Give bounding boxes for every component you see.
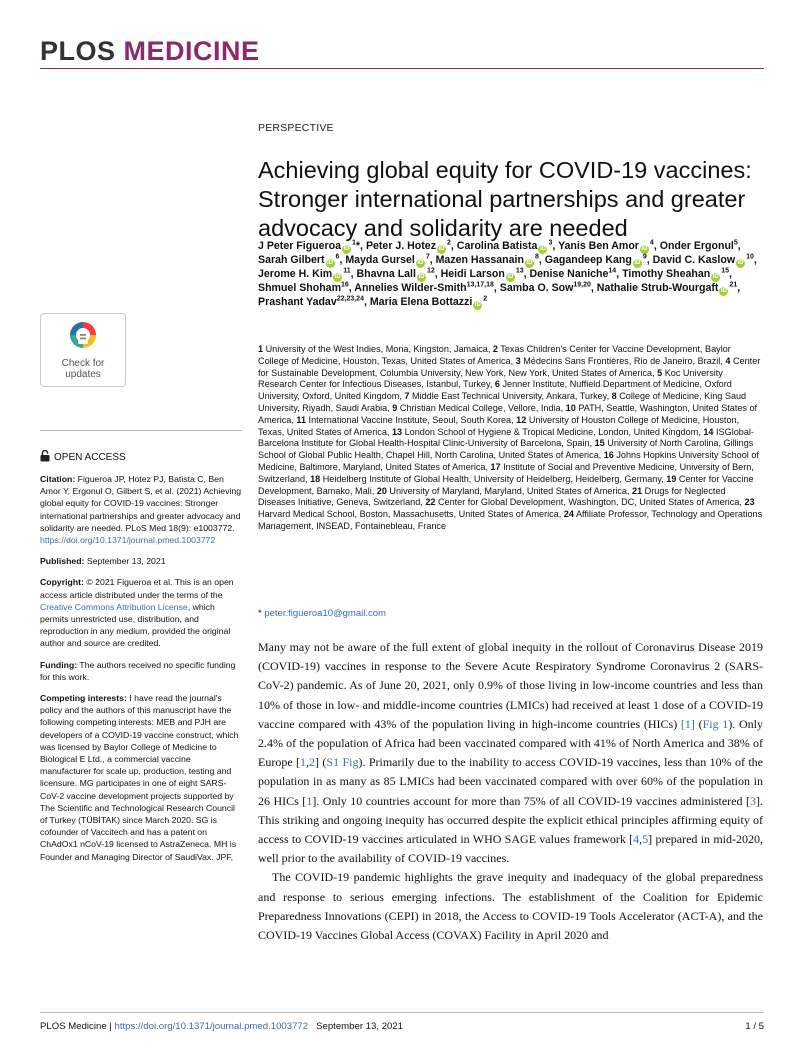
author-affiliation-sup: 13 xyxy=(515,267,524,275)
reference-link[interactable]: 4 xyxy=(633,832,640,847)
body-text-segment: ]. This striking and ongoing inequity has occurred despite the explicit ethical principles affirming equity of access to COVID-19 vaccines articulated in WHO SAGE values framework [ xyxy=(258,793,763,847)
author-name[interactable]: Bhavna Lall xyxy=(356,268,416,280)
affiliation-text: ISGlobal-Barcelona Institute for Global Health-Hospital Clinic-University of Barcelona, Spain, xyxy=(258,426,754,449)
affiliation-text: Médecins Sans Frontières, Rio de Janeiro, Brazil, xyxy=(520,355,726,366)
body-text-segment: Many may not be aware of the full extent of global inequity in the rollout of Coronavirus Disease 2019 (COVID-19) vaccines in response to the Severe Acute Respiratory Syndrome Coronavirus 2 (SARS-CoV-2) pandemic. As of June 20, 2021, only 0.9% of those living in low-income countries and less than 10% of those in low- and middle-income countries (LMICs) had received at least 1 dose of a COVID-19 vaccine compared with 43% of the population living in high-income countries (HICs) xyxy=(258,640,763,731)
copyright-text-2: , which permits unrestricted use, distribution, and reproduction in any medium, provided the original author and source are credited. xyxy=(40,601,231,649)
affiliation-number: 20 xyxy=(376,485,387,496)
copyright-label: Copyright: xyxy=(40,577,84,588)
license-link[interactable]: Creative Commons Attribution License xyxy=(40,601,188,612)
affiliation-text: Christian Medical College, Vellore, India, xyxy=(397,402,566,413)
open-access-text: OPEN ACCESS xyxy=(54,452,126,463)
body-text-segment: ]. Only 10 countries account for more than 75% of all COVID-19 vaccines administered [ xyxy=(312,793,750,808)
citation-block xyxy=(40,473,242,546)
affiliation-text: International Vaccine Institute, Seoul, South Korea, xyxy=(306,414,517,425)
author-name[interactable]: Mazen Hassanain xyxy=(435,254,524,266)
reference-link[interactable]: [1] xyxy=(680,716,695,731)
affiliation-text: London School of Hygiene & Tropical Medicine, London, United Kingdom, xyxy=(402,426,704,437)
orcid-icon[interactable]: iD xyxy=(474,302,481,308)
open-lock-icon xyxy=(40,450,50,462)
affiliation-list xyxy=(258,344,763,533)
reference-link[interactable]: S1 Fig xyxy=(326,755,359,770)
author-name[interactable]: Maria Elena Bottazzi xyxy=(369,296,473,308)
open-access-label xyxy=(40,450,126,463)
author-name[interactable]: J Peter Figueroa xyxy=(258,240,342,252)
author-affiliation-sup: 15 xyxy=(721,267,729,275)
affiliation-text: Center for Global Development, Washington, DC, United States of America, xyxy=(435,497,745,508)
affiliation-text: University of the West Indies, Mona, Kingston, Jamaica, xyxy=(263,344,493,354)
published-label: Published: xyxy=(40,556,85,567)
reference-link[interactable]: 5 xyxy=(642,832,649,847)
affiliation-text: Johns Hopkins University School of Medicine, Baltimore, Maryland, United States of America, xyxy=(258,450,759,472)
affiliation-text: Center for Vaccine Development, Bamako, Mali, xyxy=(258,473,754,496)
orcid-icon[interactable]: iD xyxy=(720,288,727,294)
footer-divider xyxy=(40,1012,764,1013)
affiliation-number: 13 xyxy=(391,426,403,437)
sidebar-divider xyxy=(40,430,242,431)
header-divider xyxy=(40,68,764,69)
orcid-icon[interactable]: iD xyxy=(343,246,350,252)
author-affiliation-sup: 8 xyxy=(534,253,539,261)
affiliation-number: 2 xyxy=(492,344,498,354)
affiliation-number: 3 xyxy=(515,355,521,366)
affiliation-text: Middle East Technical University, Ankara, Turkey, xyxy=(409,391,612,402)
footer-doi-link[interactable]: https://doi.org/10.1371/journal.pmed.1003772 xyxy=(114,1021,309,1032)
affiliation-number: 14 xyxy=(703,426,714,437)
affiliation-text: Center for Sustainable Development, Columbia University, New York, New York, United States of America, xyxy=(258,355,761,378)
affiliation-text: Drugs for Neglected Diseases Initiative, Geneva, Switzerland, xyxy=(258,485,726,508)
footer-citation xyxy=(40,1021,403,1032)
affiliation-text: University of Maryland, Maryland, United States of America, xyxy=(386,485,633,496)
orcid-icon[interactable]: iD xyxy=(507,274,514,280)
author-affiliation-sup: 4 xyxy=(649,239,654,247)
funding-block xyxy=(40,659,242,683)
author-affiliation-sup: 21 xyxy=(729,281,738,289)
author-affiliation-sup: 3 xyxy=(548,239,553,247)
journal-name-medicine: MEDICINE xyxy=(123,36,260,66)
affiliation-number: 23 xyxy=(744,497,755,508)
author-affiliation-sup: 2 xyxy=(483,295,488,303)
orcid-icon[interactable]: iD xyxy=(526,260,533,266)
affiliation-number: 5 xyxy=(657,367,663,378)
orcid-icon[interactable]: iD xyxy=(737,260,744,266)
article-title: Achieving global equity for COVID-19 vaccines: Stronger international partnerships and greater advocacy and solidarity are needed xyxy=(258,156,752,241)
orcid-icon[interactable]: iD xyxy=(417,260,424,266)
affiliation-text: Heidelberg Institute of Global Health, University of Heidelberg, Heidelberg, Germany, xyxy=(320,473,667,484)
affiliation-text: Affiliate Professor, Technology and Operations Management, INSEAD, Fontainebleau, France xyxy=(258,509,763,531)
author-name[interactable]: Annelies Wilder-Smith xyxy=(354,282,467,294)
competing-interests-block xyxy=(40,692,242,863)
footer-separator: | xyxy=(106,1021,115,1032)
orcid-icon[interactable]: iD xyxy=(634,260,641,266)
body-text-segment: ] ( xyxy=(315,755,327,770)
author-list: J Peter Figueroa $iD^1*$, Peter J. Hotez $iD^2$, Carolina Batista $iD^3$, Yanis Ben Amor $iD^4$, Onder Ergonul$^5$, Sarah Gilbert $iD^6$, Mayda Gursel $iD^7$, Mazen Hassanain $iD^8$, Gagandeep Kang $iD^9$, David C. Kaslow $iD^{10}$, Jerome H. Kim $iD^{11}$, Bhavna Lall $iD^{12}$, Heidi Larson $iD^{13}$, Denise Naniche$^{14}$, Timothy Sheahan $iD^{15}$, Shmuel Shoham$^{16}$, Annelies Wilder-Smith$^{13,17,18}$, Samba O. Sow$^{19,20}$, Nathalie Strub-Wourgaft $iD^{21}$, Prashant Yadav$^{22,23,24}$, Maria Elena Bottazzi $iD^2$ xyxy=(258,239,757,308)
affiliation-number: 11 xyxy=(296,414,307,425)
author-name[interactable]: Gagandeep Kang xyxy=(544,254,632,266)
body-text-segment: , xyxy=(639,832,643,847)
author-name[interactable]: Onder Ergonul xyxy=(659,240,734,252)
author-name[interactable]: Sarah Gilbert xyxy=(258,254,325,266)
author-name[interactable]: Heidi Larson xyxy=(440,268,505,280)
affiliation-number: 12 xyxy=(516,414,527,425)
body-paragraph-2: The COVID-19 pandemic highlights the grave inequity and inadequacy of the global preparedness and response to serious emerging infections. The establishment of the Coalition for Epidemic Preparedness Innovations (CEPI) in 2018, the Access to COVID-19 Tools Accelerator (ACT-A), and the COVID-19 Vaccines Global Access (COVAX) Facility in April 2020 and xyxy=(258,870,763,943)
citation-doi-link[interactable]: https://doi.org/10.1371/journal.pmed.1003772 xyxy=(40,535,216,546)
article-info-sidebar xyxy=(40,473,242,872)
affiliation-text: College of Medicine, King Saud University, Riyadh, Saudi Arabia, xyxy=(258,391,747,413)
author-name[interactable]: Shmuel Shoham xyxy=(258,282,341,294)
affiliation-number: 21 xyxy=(632,485,643,496)
author-name[interactable]: Samba O. Sow xyxy=(499,282,574,294)
author-affiliation-sup: 19,20 xyxy=(573,281,591,289)
citation-text: Figueroa JP, Hotez PJ, Batista C, Ben Amor Y, Ergonul O, Gilbert S, et al. (2021) Achieving global equity for COVID-19 vaccines: Stronger international partnerships and greater advocacy and solidarity are needed. PLoS Med 18(9): e1003772. xyxy=(40,474,242,533)
body-paragraph-1 xyxy=(258,638,763,868)
competing-interests-text: I have read the journal's policy and the authors of this manuscript have the following competing interests: MEB and PJH are developers of a COVID-19 vaccine construct, which was licensed by Baylor College of Medicine to Biological E Ltd., a commercial vaccine manufacturer for scale up, production, testing and licensure. MG participates in one of eight SARS-CoV-2 vaccine development projects supported by The Scientific and Technological Research Council of Turkey (TÜBİTAK) since March 2020. SG is cofounder of Vaccitech and has a patent on ChAdOx1 nCoV-19 licensed to AstraZeneca. MH is Founder and Managing Director of SaudiVax. JPF, xyxy=(40,693,239,862)
affiliation-number: 24 xyxy=(563,509,574,520)
email-link[interactable]: peter.figueroa10@gmail.com xyxy=(264,608,386,619)
published-block xyxy=(40,555,242,567)
corresponding-author-marker: * xyxy=(355,240,361,252)
affiliation-number: 10 xyxy=(565,402,576,413)
affiliation-number: 6 xyxy=(494,379,500,390)
reference-link[interactable]: 3 xyxy=(750,793,756,808)
author-affiliation-sup: 22,23,24 xyxy=(336,295,364,303)
author-affiliation-sup: 10 xyxy=(746,253,754,261)
author-affiliation-sup: 9 xyxy=(642,253,647,261)
journal-name-plos: PLOS xyxy=(40,36,116,66)
author-name[interactable]: Denise Naniche xyxy=(529,268,609,280)
affiliation-number: 22 xyxy=(425,497,436,508)
author-affiliation-sup: 12 xyxy=(426,267,435,275)
orcid-icon[interactable]: iD xyxy=(327,260,334,266)
copyright-text: © 2021 Figueroa et al. This is an open access article distributed under the terms of the xyxy=(40,577,234,600)
reference-link[interactable]: Fig 1 xyxy=(702,716,729,731)
author-affiliation-sup: 11 xyxy=(343,267,351,275)
affiliation-text: University of North Carolina, Gillings School of Global Public Health, Chapel Hill, North Carolina, United States of America, xyxy=(258,438,754,461)
author-name[interactable]: Carolina Batista xyxy=(456,240,538,252)
author-affiliation-sup: 2 xyxy=(447,239,451,247)
affiliation-text: Jenner Institute, Nuffield Department of Medicine, Oxford University, Oxford, United Kingdom, xyxy=(258,379,732,402)
affiliation-number: 8 xyxy=(611,391,617,402)
corresponding-marker: * xyxy=(258,608,262,619)
competing-interests-label: Competing interests: xyxy=(40,693,127,704)
article-body xyxy=(258,638,763,945)
article-type-label: PERSPECTIVE xyxy=(258,122,334,134)
affiliation-number: 9 xyxy=(392,402,398,413)
author-affiliation-sup: 6 xyxy=(335,253,340,261)
orcid-icon[interactable]: iD xyxy=(334,274,341,280)
badge-line-1: Check for xyxy=(61,358,105,369)
copyright-block xyxy=(40,576,242,649)
journal-logo[interactable] xyxy=(40,36,260,67)
affiliation-number: 4 xyxy=(725,355,731,366)
affiliation-number: 15 xyxy=(594,438,605,449)
author-affiliation-sup: 16 xyxy=(341,281,349,289)
check-for-updates-badge[interactable] xyxy=(40,313,126,387)
author-name[interactable]: Timothy Sheahan xyxy=(622,268,711,280)
affiliation-number: 7 xyxy=(404,391,410,402)
affiliation-number: 16 xyxy=(603,450,614,461)
author-affiliation-sup: 13,17,18 xyxy=(466,281,494,289)
reference-link[interactable]: 1 xyxy=(306,793,313,808)
author-name[interactable]: Prashant Yadav xyxy=(258,296,337,308)
affiliation-text: University of Houston College of Medicine, Houston, Texas, United States of America, xyxy=(258,414,740,437)
affiliation-text: Koc University Research Center for Infectious Diseases, Istanbul, Turkey, xyxy=(258,367,723,390)
badge-text xyxy=(41,358,125,380)
orcid-icon[interactable]: iD xyxy=(712,274,719,280)
author-affiliation-sup: 5 xyxy=(733,239,738,247)
citation-label: Citation: xyxy=(40,474,76,484)
author-name[interactable]: Peter J. Hotez xyxy=(365,240,436,252)
reference-link[interactable]: 2 xyxy=(309,755,316,770)
author-name[interactable]: Nathalie Strub-Wourgaft xyxy=(596,282,719,294)
author-name[interactable]: Mayda Gursel xyxy=(345,254,415,266)
orcid-icon[interactable]: iD xyxy=(539,246,546,252)
affiliation-number: 17 xyxy=(490,461,501,472)
body-text-segment: ( xyxy=(694,716,703,731)
affiliation-text: Harvard Medical School, Boston, Massachusetts, United States of America, xyxy=(258,509,564,520)
author-name[interactable]: Jerome H. Kim xyxy=(258,268,333,280)
body-text-segment: ] prepared in mid-2020, well prior to the availability of COVID-19 vaccines. xyxy=(258,832,763,866)
corresponding-email xyxy=(258,608,386,619)
body-text-segment: ). Primarily due to the inability to access COVID-19 vaccines, less than 10% of the population in as many as 85 LMICs had been vaccinated compared with over 60% of the population in 26 HICs [ xyxy=(258,755,763,808)
orcid-icon[interactable]: iD xyxy=(641,246,648,252)
footer-date: September 13, 2021 xyxy=(316,1021,404,1032)
affiliation-text: Institute of Social and Preventive Medicine, University of Bern, Switzerland, xyxy=(258,461,754,484)
affiliation-number: 18 xyxy=(310,473,321,484)
author-name[interactable]: Yanis Ben Amor xyxy=(558,240,639,252)
page-number: 1 / 5 xyxy=(745,1021,764,1032)
footer-journal: PLOS Medicine xyxy=(40,1021,107,1032)
badge-line-2: updates xyxy=(65,369,101,380)
author-affiliation-sup: 14 xyxy=(608,267,617,275)
published-date: September 13, 2021 xyxy=(86,556,166,567)
crossmark-icon xyxy=(68,320,98,350)
orcid-icon[interactable]: iD xyxy=(438,246,445,252)
affiliation-text: Texas Children's Center for Vaccine Development, Baylor College of Medicine, Houston, Texas, United States of America, xyxy=(258,344,731,366)
body-text-segment: , xyxy=(306,755,310,770)
reference-link[interactable]: 1 xyxy=(300,755,307,770)
body-text-segment: ). Only 2.4% of the population of Africa had been vaccinated compared with 41% of North America and 38% of Europe [ xyxy=(258,716,764,770)
orcid-icon[interactable]: iD xyxy=(418,274,425,280)
affiliation-number: 19 xyxy=(666,473,677,484)
affiliation-number: 1 xyxy=(258,344,264,354)
author-name[interactable]: David C. Kaslow xyxy=(652,254,736,266)
affiliation-text: PATH, Seattle, Washington, United States of America, xyxy=(258,402,758,425)
author-affiliation-sup: 7 xyxy=(425,253,430,261)
author-affiliation-sup: 1 xyxy=(352,239,356,247)
funding-label: Funding: xyxy=(40,659,78,670)
funding-text: The authors received no specific funding for this work. xyxy=(40,659,236,682)
